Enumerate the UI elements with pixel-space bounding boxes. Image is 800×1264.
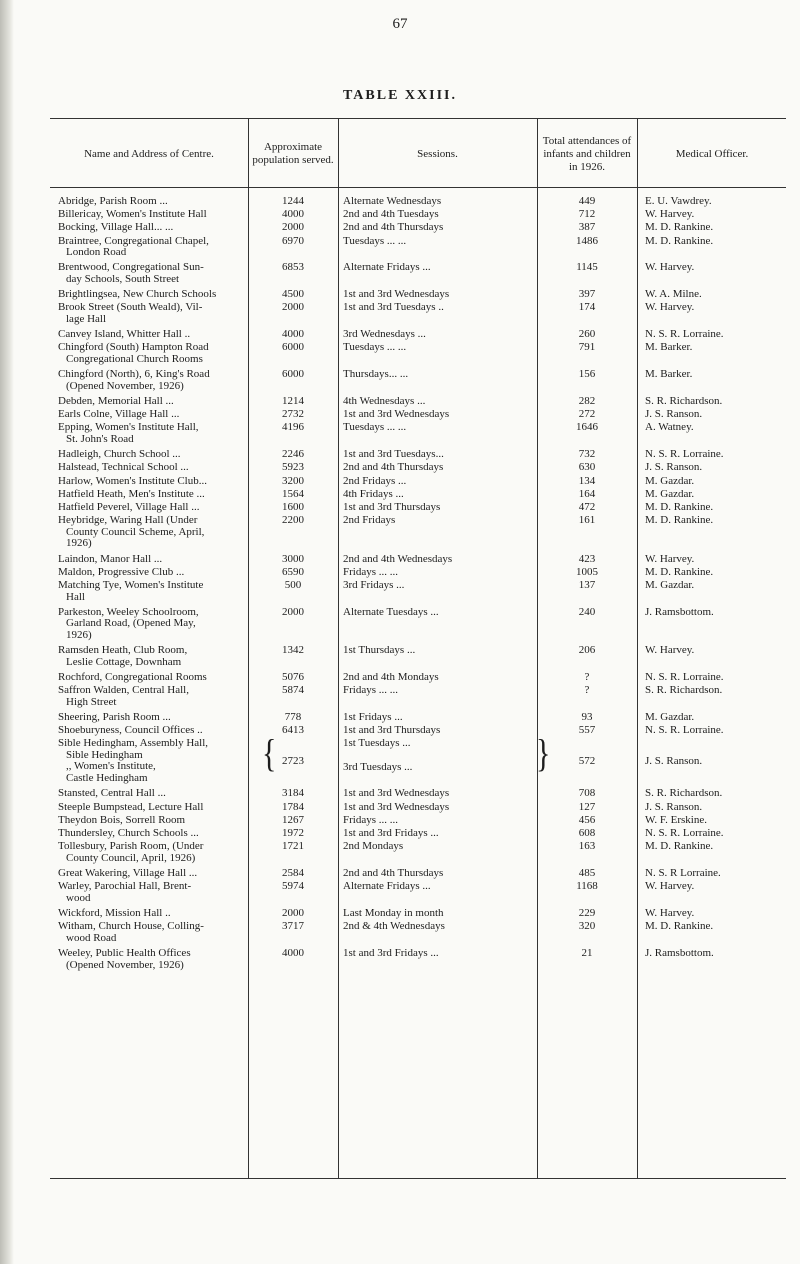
sessions-value: Alternate Fridays ... <box>343 261 431 274</box>
medical-officer: A. Watney. <box>645 421 694 434</box>
centre-name <box>58 409 246 421</box>
table-title: TABLE XXIII. <box>343 88 457 103</box>
centre-name-line: 1926) <box>66 628 92 641</box>
centre-name <box>58 725 246 737</box>
centre-name <box>58 788 246 800</box>
sessions-value: 1st and 3rd Tuesdays... <box>343 448 444 461</box>
centre-name-line: London Road <box>66 246 127 259</box>
centre-name <box>58 554 246 566</box>
centre-name-line: Hatfield Peverel, Village Hall ... <box>58 501 200 513</box>
centre-name-line: Shoeburyness, Council Offices .. <box>58 724 203 737</box>
population-value: 5076 <box>282 671 304 683</box>
centre-name-line: Sible Hedingham, Assembly Hall, <box>58 737 209 750</box>
centre-name <box>58 921 246 944</box>
attendance-total: 608 <box>578 827 596 839</box>
centre-name <box>58 342 246 365</box>
centre-name <box>58 369 246 392</box>
attendance-total: 163 <box>578 840 596 853</box>
population-value: 4500 <box>282 288 304 301</box>
population-value: 500 <box>284 579 302 591</box>
attendance-total: 1486 <box>576 234 598 247</box>
population-value: 1214 <box>282 395 304 407</box>
population-brace-icon: { <box>262 733 277 777</box>
medical-officer: M. Barker. <box>645 368 693 381</box>
medical-officer: M. Gazdar. <box>645 711 695 723</box>
centre-name-line: Bocking, Village Hall... ... <box>58 221 174 234</box>
population-value: 6000 <box>282 368 304 381</box>
medical-officer: W. Harvey. <box>645 880 695 893</box>
sessions-value: Alternate Fridays ... <box>343 880 431 893</box>
attendance-total: 174 <box>578 301 596 314</box>
sessions-value: Alternate Wednesdays <box>343 195 442 207</box>
centre-name-line: County Council, April, 1926) <box>66 851 196 864</box>
sessions-value: 1st and 3rd Wednesdays <box>343 288 450 301</box>
centre-name <box>58 236 246 259</box>
medical-officer: W. Harvey. <box>645 907 695 919</box>
attendance-total: 161 <box>578 514 596 527</box>
sessions-value: Thursdays... ... <box>343 368 409 381</box>
centre-name <box>58 908 246 920</box>
attendance-total: 156 <box>578 368 596 381</box>
centre-name-line: (Opened November, 1926) <box>66 958 184 971</box>
attendance-total: 791 <box>578 341 596 354</box>
centre-name-line: Chingford (North), 6, King's Road <box>58 368 210 381</box>
centre-name-line: Weeley, Public Health Offices <box>58 947 191 959</box>
centre-name-line: Maldon, Progressive Club ... <box>58 565 185 578</box>
population-value: 1244 <box>282 195 304 207</box>
attendance-total: 21 <box>581 947 593 959</box>
centre-name-line: Warley, Parochial Hall, Brent- <box>58 880 192 893</box>
centre-name-line: Halstead, Technical School ... <box>58 461 189 474</box>
centre-name-line: Ramsden Heath, Club Room, <box>58 644 188 657</box>
population-value: 6853 <box>282 261 304 274</box>
centre-name-line: Harlow, Women's Institute Club... <box>58 474 207 487</box>
centre-name <box>58 815 246 827</box>
centre-name <box>58 515 246 550</box>
centre-name-line: Hatfield Heath, Men's Institute ... <box>58 487 205 500</box>
medical-officer: N. S. R. Lorraine. <box>645 671 724 683</box>
centre-name <box>58 502 246 514</box>
medical-officer: M. D. Rankine. <box>645 565 714 578</box>
population-value: 1784 <box>282 800 304 813</box>
attendance-total: 240 <box>578 605 596 618</box>
sessions-value: Fridays ... ... <box>343 813 398 826</box>
header-sessions: Sessions. <box>417 147 458 160</box>
sessions-value: 3rd Wednesdays ... <box>343 328 426 341</box>
centre-name-line: Chingford (South) Hampton Road <box>58 341 209 354</box>
centre-name-line: Tollesbury, Parish Room, (Under <box>58 840 204 853</box>
centre-name <box>58 828 246 840</box>
centre-name <box>58 302 246 325</box>
attendance-total: 320 <box>578 920 596 933</box>
page-binding-edge <box>0 0 14 1264</box>
attendance-total: 137 <box>578 579 596 591</box>
sessions-value: 1st Fridays ... <box>343 711 403 723</box>
centre-name <box>58 881 246 904</box>
population-value: 3717 <box>282 920 304 933</box>
centre-name-line: Castle Hedingham <box>66 771 148 784</box>
population-value: 4000 <box>282 947 304 959</box>
sessions-value: 1st and 3rd Wednesdays <box>343 800 450 813</box>
centre-name-line: Hadleigh, Church School ... <box>58 448 181 461</box>
centre-name-line: Rochford, Congregational Rooms <box>58 671 207 683</box>
attendance-total: 1145 <box>576 261 598 274</box>
centre-name-line: Thundersley, Church Schools ... <box>58 827 199 839</box>
sessions-value: 2nd Fridays <box>343 514 396 527</box>
attendance-total: 387 <box>578 221 596 234</box>
centre-name-line: Witham, Church House, Colling- <box>58 920 204 933</box>
centre-name-line: Garland Road, (Opened May, <box>66 617 196 630</box>
centre-name-line: wood <box>66 891 91 904</box>
centre-name-line: Parkeston, Weeley Schoolroom, <box>58 605 199 618</box>
centre-name-line: Debden, Memorial Hall ... <box>58 395 174 407</box>
medical-officer: M. D. Rankine. <box>645 514 714 527</box>
attendance-total: 93 <box>581 711 593 723</box>
population-value: 4000 <box>282 208 304 221</box>
population-value: 2246 <box>282 448 304 461</box>
centre-name <box>58 262 246 285</box>
centre-name-line: Sible Hedingham <box>66 748 143 761</box>
attendance-total: ? <box>584 671 590 683</box>
population-value: 4196 <box>282 421 304 434</box>
population-value: 2000 <box>282 301 304 314</box>
attendance-total: 229 <box>578 907 596 919</box>
centre-name <box>58 567 246 579</box>
sessions-value: 2nd and 4th Thursdays <box>343 221 444 234</box>
centre-name-line: Laindon, Manor Hall ... <box>58 552 163 565</box>
medical-officer: M. D. Rankine. <box>645 920 714 933</box>
sessions-value: 1st and 3rd Fridays ... <box>343 827 439 839</box>
population-value: 1564 <box>282 487 304 500</box>
centre-name <box>58 222 246 234</box>
centre-name-line: Hall <box>66 590 85 603</box>
sessions-value: 2nd and 4th Thursdays <box>343 867 444 879</box>
centre-name-line: Stansted, Central Hall ... <box>58 787 166 800</box>
centre-name-line: St. John's Road <box>66 432 134 445</box>
population-value: 6413 <box>282 724 304 737</box>
population-value: 1721 <box>282 840 304 853</box>
centre-name <box>58 489 246 501</box>
centre-name <box>58 422 246 445</box>
centre-name <box>58 196 246 208</box>
attendance-total: ? <box>584 684 590 697</box>
centre-name-line: Great Wakering, Village Hall ... <box>58 867 198 879</box>
medical-officer: S. R. Richardson. <box>645 395 723 407</box>
centre-name <box>58 209 246 221</box>
medical-officer: M. D. Rankine. <box>645 501 714 513</box>
medical-officer: W. Harvey. <box>645 644 695 657</box>
attendance-total: 1005 <box>576 565 598 578</box>
centre-name-line: Heybridge, Waring Hall (Under <box>58 514 198 527</box>
medical-officer: M. D. Rankine. <box>645 840 714 853</box>
centre-name-line: Abridge, Parish Room ... <box>58 195 168 207</box>
centre-name <box>58 685 246 708</box>
sessions-value: 1st Thursdays ... <box>343 644 416 657</box>
centre-name <box>58 645 246 668</box>
medical-officer: J. Ramsbottom. <box>645 605 714 618</box>
centre-name-line: lage Hall <box>66 312 107 325</box>
attendance-total: 708 <box>578 787 596 800</box>
attendance-total: 456 <box>578 813 596 826</box>
medical-officer: W. Harvey. <box>645 552 695 565</box>
medical-officer: M. Gazdar. <box>645 579 695 591</box>
attendance-total: 1646 <box>576 421 598 434</box>
centre-name <box>58 841 246 864</box>
centre-name <box>58 449 246 461</box>
attendance-total: 732 <box>578 448 596 461</box>
centre-name-line: Canvey Island, Whitter Hall .. <box>58 328 191 341</box>
medical-officer: J. Ramsbottom. <box>645 947 714 959</box>
medical-officer: S. R. Richardson. <box>645 684 723 697</box>
attendance-total: 282 <box>578 395 596 407</box>
sessions-value: 1st and 3rd Wednesdays <box>343 408 450 421</box>
population-value: 6590 <box>282 565 304 578</box>
medical-officer: M. D. Rankine. <box>645 221 714 234</box>
attendance-total: 572 <box>578 754 596 767</box>
population-value: 2000 <box>282 221 304 234</box>
sessions-value: 1st and 3rd Thursdays <box>343 724 441 737</box>
centre-name-line: (Opened November, 1926) <box>66 379 184 392</box>
population-value: 1972 <box>282 827 304 839</box>
centre-name-line: Brentwood, Congregational Sun- <box>58 261 204 274</box>
centre-name-line: Theydon Bois, Sorrell Room <box>58 813 186 826</box>
population-value: 3184 <box>282 787 304 800</box>
column-divider <box>338 118 339 1178</box>
population-value: 1600 <box>282 501 304 513</box>
table-bottom-rule <box>50 1178 786 1179</box>
page-number: 67 <box>392 16 408 32</box>
medical-officer: J. S. Ranson. <box>645 754 703 767</box>
population-value: 1267 <box>282 813 304 826</box>
centre-name <box>58 672 246 684</box>
attendance-brace-icon: } <box>536 733 551 777</box>
centre-name-line: Brook Street (South Weald), Vil- <box>58 301 203 314</box>
attendance-total: 164 <box>578 487 596 500</box>
sessions-value: 2nd and 4th Wednesdays <box>343 552 453 565</box>
medical-officer: W. Harvey. <box>645 301 695 314</box>
sessions-value: Tuesdays ... ... <box>343 341 407 354</box>
medical-officer: M. Gazdar. <box>645 487 695 500</box>
sessions-value: 4th Fridays ... <box>343 487 404 500</box>
centre-name <box>58 289 246 301</box>
sessions-value: Tuesdays ... ... <box>343 421 407 434</box>
centre-name-line: wood Road <box>66 931 117 944</box>
column-divider <box>637 118 638 1178</box>
medical-officer: W. F. Erskine. <box>645 813 707 826</box>
centre-name <box>58 712 246 724</box>
centre-name <box>58 580 246 603</box>
sessions-value: 2nd and 4th Thursdays <box>343 461 444 474</box>
population-value: 2000 <box>282 907 304 919</box>
population-value: 1342 <box>282 644 304 657</box>
population-value: 5874 <box>282 684 304 697</box>
centre-name <box>58 802 246 814</box>
centre-name <box>58 868 246 880</box>
centre-name-line: 1926) <box>66 537 92 550</box>
centre-name <box>58 462 246 474</box>
centre-name-line: Steeple Bumpstead, Lecture Hall <box>58 800 204 813</box>
attendance-total: 472 <box>578 501 596 513</box>
attendance-total: 260 <box>578 328 596 341</box>
population-value: 2584 <box>282 867 304 879</box>
population-value: 3200 <box>282 474 304 487</box>
table-header-rule <box>50 187 786 188</box>
header-attendances: Total attendances of infants and children in 1926. <box>542 134 632 173</box>
medical-officer: N. S. R. Lorraine. <box>645 328 724 341</box>
centre-name <box>58 476 246 488</box>
sessions-value: 3rd Fridays ... <box>343 579 405 591</box>
medical-officer: W. Harvey. <box>645 261 695 274</box>
sessions-value: 1st and 3rd Wednesdays <box>343 787 450 800</box>
centre-name-line: Matching Tye, Women's Institute <box>58 579 204 591</box>
sessions-value: Fridays ... ... <box>343 684 398 697</box>
attendance-total: 423 <box>578 552 596 565</box>
medical-officer: W. Harvey. <box>645 208 695 221</box>
medical-officer: N. S. R. Lorraine. <box>645 448 724 461</box>
population-value: 2723 <box>282 754 304 767</box>
sessions-value: 2nd and 4th Mondays <box>343 671 439 683</box>
population-value: 5974 <box>282 880 304 893</box>
sessions-value: Last Monday in month <box>343 907 444 919</box>
sessions-value: 4th Wednesdays ... <box>343 395 426 407</box>
sessions-value: 1st and 3rd Fridays ... <box>343 947 439 959</box>
centre-name-line: Saffron Walden, Central Hall, <box>58 684 189 697</box>
sessions-value: Tuesdays ... ... <box>343 234 407 247</box>
medical-officer: N. S. R Lorraine. <box>645 867 721 879</box>
medical-officer: J. S. Ranson. <box>645 408 703 421</box>
attendance-total: 134 <box>578 474 596 487</box>
attendance-total: 557 <box>578 724 596 737</box>
population-value: 4000 <box>282 328 304 341</box>
population-value: 2000 <box>282 605 304 618</box>
attendance-total: 206 <box>578 644 596 657</box>
sessions-value: Fridays ... ... <box>343 565 398 578</box>
medical-officer: W. A. Milne. <box>645 288 702 301</box>
centre-name-line: Brightlingsea, New Church Schools <box>58 288 217 301</box>
centre-name-line: Billericay, Women's Institute Hall <box>58 208 207 221</box>
sessions-value: Alternate Tuesdays ... <box>343 605 439 618</box>
sessions-value: 2nd and 4th Tuesdays <box>343 208 439 221</box>
attendance-total: 712 <box>578 208 596 221</box>
centre-name-line: Earls Colne, Village Hall ... <box>58 408 180 421</box>
centre-name-line: ,, Women's Institute, <box>66 760 156 773</box>
sessions-value: 2nd & 4th Wednesdays <box>343 920 445 933</box>
table-top-rule <box>50 118 786 119</box>
centre-name <box>58 329 246 341</box>
medical-officer: N. S. R. Lorraine. <box>645 827 724 839</box>
centre-name-line: Epping, Women's Institute Hall, <box>58 421 199 434</box>
centre-name-line: Braintree, Congregational Chapel, <box>58 234 209 247</box>
medical-officer: S. R. Richardson. <box>645 787 723 800</box>
centre-name-line: Leslie Cottage, Downham <box>66 655 182 668</box>
sessions-value: 1st and 3rd Tuesdays .. <box>343 301 444 314</box>
attendance-total: 485 <box>578 867 596 879</box>
sessions-value: 1st and 3rd Thursdays <box>343 501 441 513</box>
sessions-value: 3rd Tuesdays ... <box>343 760 413 773</box>
population-value: 6970 <box>282 234 304 247</box>
medical-officer: J. S. Ranson. <box>645 461 703 474</box>
centre-name <box>58 607 246 642</box>
header-population: Approximate population served. <box>252 141 334 166</box>
sessions-value: 2nd Mondays <box>343 840 404 853</box>
medical-officer: J. S. Ranson. <box>645 800 703 813</box>
medical-officer: M. Barker. <box>645 341 693 354</box>
population-value: 2200 <box>282 514 304 527</box>
sessions-value: 1st Tuesdays ... <box>343 737 411 750</box>
attendance-total: 397 <box>578 288 596 301</box>
population-value: 778 <box>284 711 302 723</box>
population-value: 3000 <box>282 552 304 565</box>
attendance-total: 630 <box>578 461 596 474</box>
attendance-total: 272 <box>578 408 596 421</box>
header-name: Name and Address of Centre. <box>84 147 214 160</box>
medical-officer: M. Gazdar. <box>645 474 695 487</box>
sessions-value: 2nd Fridays ... <box>343 474 407 487</box>
medical-officer: N. S. R. Lorraine. <box>645 724 724 737</box>
centre-name-line: Congregational Church Rooms <box>66 352 203 365</box>
medical-officer: M. D. Rankine. <box>645 234 714 247</box>
population-value: 6000 <box>282 341 304 354</box>
population-value: 5923 <box>282 461 304 474</box>
attendance-total: 449 <box>578 195 596 207</box>
centre-name <box>58 948 246 971</box>
centre-name-line: Sheering, Parish Room ... <box>58 711 171 723</box>
centre-name <box>58 396 246 408</box>
centre-name-line: day Schools, South Street <box>66 272 180 285</box>
centre-name <box>58 738 246 784</box>
attendance-total: 127 <box>578 800 596 813</box>
centre-name-line: County Council Scheme, April, <box>66 525 205 538</box>
attendance-total: 1168 <box>576 880 598 893</box>
centre-name-line: High Street <box>66 695 117 708</box>
header-medical-officer: Medical Officer. <box>675 147 749 160</box>
centre-name-line: Wickford, Mission Hall .. <box>58 907 171 919</box>
medical-officer: E. U. Vawdrey. <box>645 195 712 207</box>
population-value: 2732 <box>282 408 304 421</box>
